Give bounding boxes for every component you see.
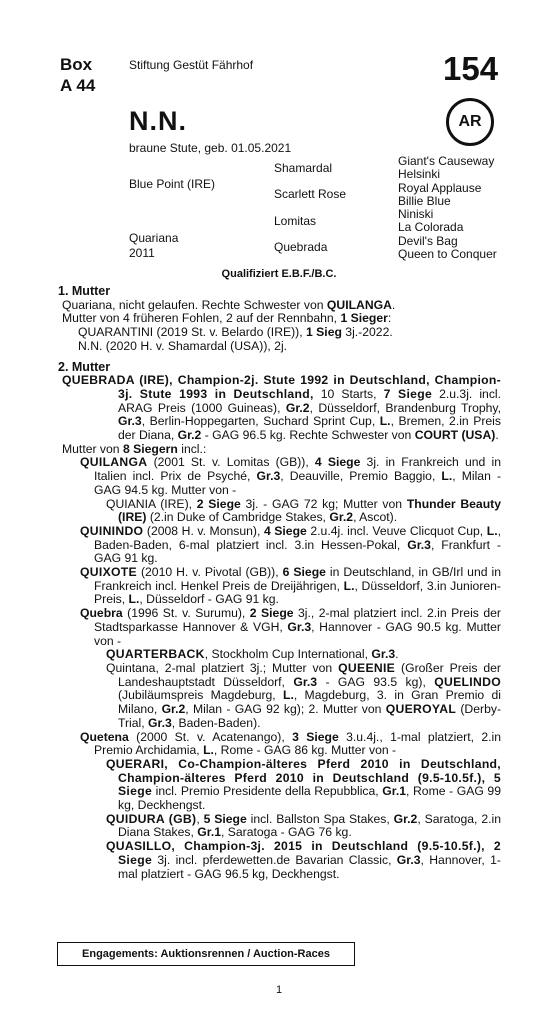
produce-quarterback: QUARTERBACK, Stockholm Cup International, Gr.3. bbox=[106, 647, 399, 662]
qualification: Qualifiziert E.B.F./B.C. bbox=[221, 268, 337, 280]
pedigree-ggp-3: Royal Applause bbox=[398, 181, 482, 195]
second-dam-produce: Mutter von 8 Siegern incl.: bbox=[62, 441, 207, 456]
first-dam-produce: Mutter von 4 früheren Fohlen, 2 auf der Rennbahn, 1 Sieger: bbox=[62, 311, 392, 326]
produce-quiania: QUIANIA (IRE), 2 Siege 3j. - GAG 72 kg; Mutter von Thunder Beauty (IRE) (2.in Duke of Cambridge Stakes, Gr.2, Ascot). bbox=[106, 496, 501, 525]
lot-number: 154 bbox=[443, 50, 499, 87]
stud-name: Stiftung Gestüt Fährhof bbox=[129, 58, 254, 72]
page-number: 1 bbox=[275, 984, 283, 996]
pedigree-dam-year: 2011 bbox=[129, 246, 155, 260]
pedigree-dam bbox=[129, 231, 178, 261]
box-label-text: Box bbox=[60, 55, 93, 74]
engagements-text: Engagements: Auktionsrennen / Auction-Races bbox=[82, 948, 330, 960]
produce-quidura: QUIDURA (GB), 5 Siege incl. Ballston Spa Stakes, Gr.2, Saratoga, 2.in Diana Stakes, Gr.1, Saratoga - GAG 76 kg. bbox=[106, 811, 501, 840]
produce-item: N.N. (2020 H. v. Shamardal (USA)), 2j. bbox=[78, 338, 288, 353]
pedigree-dam-name: Quariana bbox=[129, 231, 179, 245]
produce-quinindo: QUININDO (2008 H. v. Monsun), 4 Siege 2.u.4j. incl. Veuve Clicquot Cup, L., Baden-Baden, 6-mal platziert incl. 3.in Hessen-Pokal, Gr.3, Frankfurt - GAG 91 kg. bbox=[80, 523, 501, 566]
box-number: A 44 bbox=[60, 76, 96, 95]
horse-name: N.N. bbox=[129, 106, 187, 136]
pedigree-sire-dam: Scarlett Rose bbox=[274, 187, 347, 201]
produce-quintana: Quintana, 2-mal platziert 3j.; Mutter von QUEENIE (Großer Preis der Landeshauptstadt Düsseldorf, Gr.3 - GAG 93.5 kg), QUELINDO (Jubiläumspreis Magdeburg, L., Magdeburg, 3. in Gran Premio di Milano, Gr.2, Milan - GAG 92 kg); 2. Mutter von QUEROYAL (Derby-Trial, Gr.3, Baden-Baden). bbox=[106, 660, 502, 730]
box-label bbox=[60, 54, 110, 96]
pedigree-ggp-2: Helsinki bbox=[398, 167, 441, 181]
produce-item: QUARANTINI (2019 St. v. Belardo (IRE)), 1 Sieg 3j.-2022. bbox=[78, 325, 393, 340]
section-title-second-dam: 2. Mutter bbox=[58, 359, 111, 374]
engagements-box bbox=[57, 942, 355, 966]
produce-quebra: Quebra (1996 St. v. Surumu), 2 Siege 3j., 2-mal platziert incl. 2.in Preis der Stadtsparkasse Hannover & VGH, Gr.3, Hannover - GAG 90.5 kg. Mutter von - bbox=[80, 606, 501, 648]
ar-badge-text: AR bbox=[458, 113, 482, 130]
pedigree-ggp-6: La Colorada bbox=[398, 220, 464, 234]
horse-description: braune Stute, geb. 01.05.2021 bbox=[129, 141, 292, 155]
pedigree-sire-sire: Shamardal bbox=[274, 161, 333, 175]
pedigree-ggp-7: Devil's Bag bbox=[398, 234, 458, 248]
pedigree-sire: Blue Point (IRE) bbox=[129, 177, 216, 191]
produce-quilanga: QUILANGA (2001 St. v. Lomitas (GB)), 4 Siege 3j. in Frankreich und in Italien incl. Prix de Psyché, Gr.3, Deauville, Premio Baggio, L., Milan - GAG 94.5 kg. Mutter von - bbox=[80, 455, 502, 497]
pedigree-ggp-4: Billie Blue bbox=[398, 194, 451, 208]
pedigree-ggp-1: Giant's Causeway bbox=[398, 154, 495, 168]
first-dam-line: Quariana, nicht gelaufen. Rechte Schwester von QUILANGA. bbox=[62, 297, 396, 312]
produce-querari: QUERARI, Co-Champion-älteres Pferd 2010 in Deutschland, Champion-älteres Pferd 2010 in Deutschland (9.5-10.5f.), 5 Siege incl. Premio Presidente della Repubblica, Gr.1, Rome - GAG 99 kg, Deckhengst. bbox=[106, 756, 501, 813]
pedigree-ggp-8: Queen to Conquer bbox=[398, 247, 497, 261]
second-dam-record: QUEBRADA (IRE), Champion-2j. Stute 1992 in Deutschland, Champion-3j. Stute 1993 in Deutschland, 10 Starts, 7 Siege 2.u.3j. incl. ARAG Preis (1000 Guineas), Gr.2, Düsseldorf, Brandenburg Trophy, Gr.3, Berlin-Hoppegarten, Suchard Sprint Cup, L., Bremen, 2.in Preis der Diana, Gr.2 - GAG 96.5 kg. Rechte Schwester von COURT (USA). bbox=[62, 373, 502, 443]
pedigree-dam-sire: Lomitas bbox=[274, 214, 317, 228]
produce-quetena: Quetena (2000 St. v. Acatenango), 3 Siege 3.u.4j., 1-mal platziert, 2.in Premio Archidamia, L., Rome - GAG 86 kg. Mutter von - bbox=[80, 729, 501, 758]
produce-quixote: QUIXOTE (2010 H. v. Pivotal (GB)), 6 Siege in Deutschland, in GB/Irl und in Frankreich incl. Henkel Preis de Dreijährigen, L., Düsseldorf, 3.in Junioren-Preis, L., Düsseldorf - GAG 91 kg. bbox=[80, 565, 501, 607]
produce-quasillo: QUASILLO, Champion-3j. 2015 in Deutschland (9.5-10.5f.), 2 Siege 3j. incl. pferdewetten.de Bavarian Classic, Gr.3, Hannover, 1-mal platziert - GAG 96.5 kg, Deckhengst. bbox=[106, 839, 501, 881]
pedigree-notes bbox=[58, 285, 501, 881]
section-title-first-dam: 1. Mutter bbox=[58, 284, 111, 298]
pedigree-dam-dam: Quebrada bbox=[274, 240, 328, 254]
ar-badge bbox=[446, 98, 494, 146]
pedigree-ggp-5: Niniski bbox=[398, 207, 434, 221]
